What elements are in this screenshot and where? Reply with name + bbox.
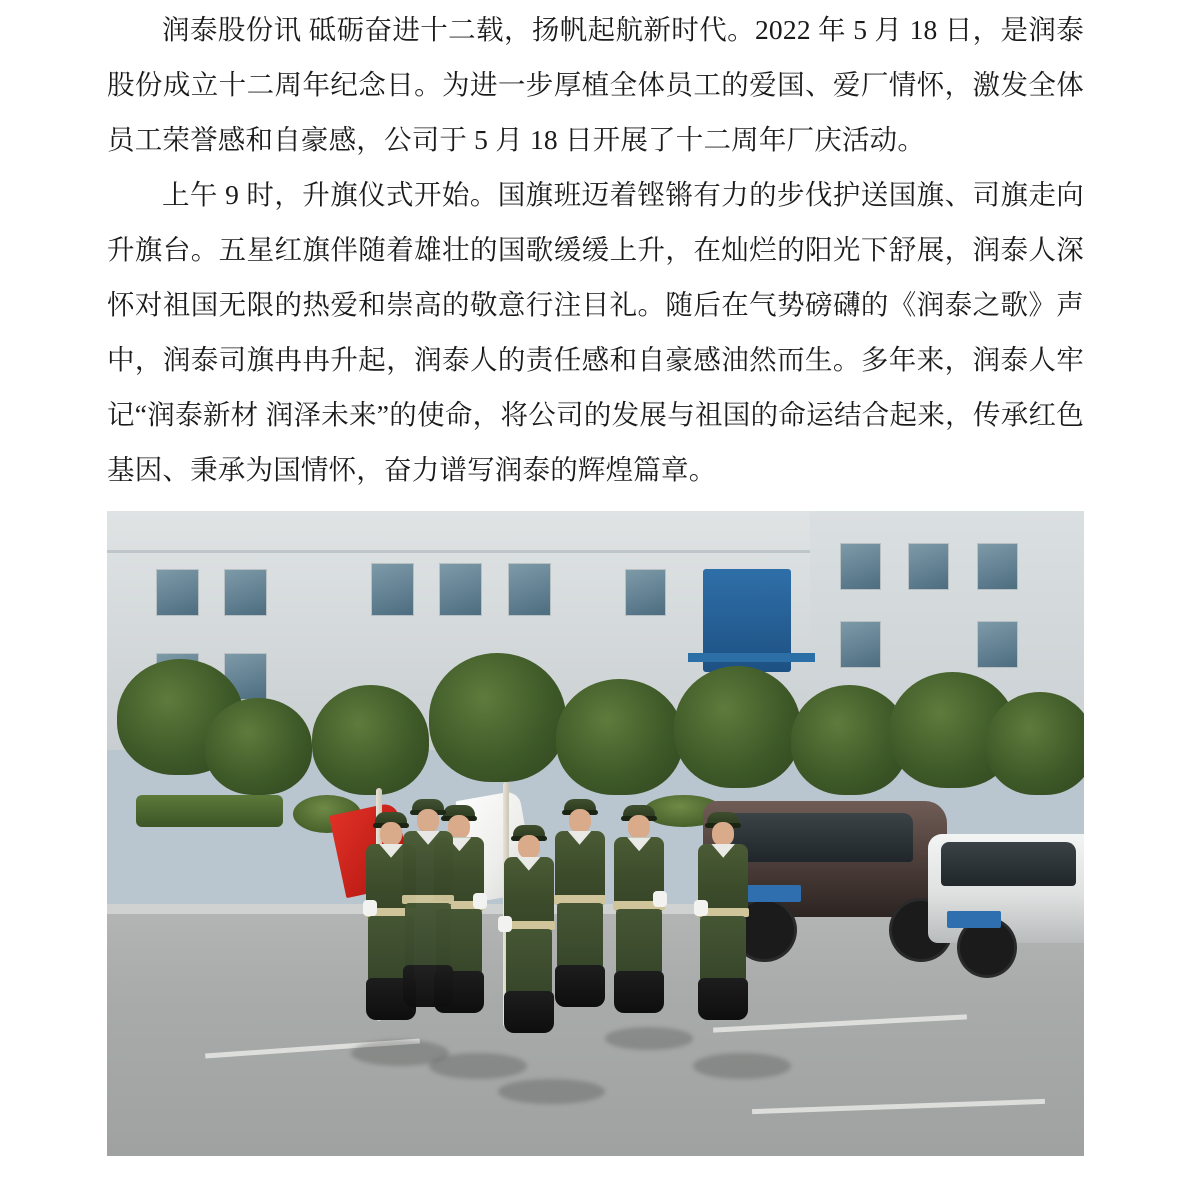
honor-guard-member: [400, 795, 456, 985]
paragraph-1: 润泰股份讯 砥砺奋进十二载，扬帆起航新时代。2022 年 5 月 18 日，是润泰股份成立十二周年纪念日。为进一步厚植全体员工的爱国、爱厂情怀，激发全体员工荣誉感和自豪感，公司于 5 月 18 日开展了十二周年厂庆活动。: [107, 14, 1084, 155]
tree: [429, 653, 566, 782]
honor-guard-member: [498, 821, 560, 1046]
photo-container: [0, 511, 1191, 1156]
window: [840, 621, 881, 668]
white-glove: [473, 893, 487, 909]
license-plate: [947, 911, 1001, 928]
hedge: [136, 795, 283, 827]
window: [439, 563, 482, 617]
window: [371, 563, 414, 617]
window: [908, 543, 949, 590]
window: [224, 569, 267, 616]
shadow: [429, 1053, 527, 1079]
car-window: [941, 842, 1076, 886]
window: [840, 543, 881, 590]
boots: [504, 991, 554, 1033]
shadow: [693, 1053, 791, 1079]
face: [518, 835, 540, 859]
boots: [403, 965, 453, 1007]
trousers: [557, 903, 603, 969]
face: [417, 809, 439, 833]
window: [977, 543, 1018, 590]
face: [628, 815, 650, 839]
face: [569, 809, 591, 833]
white-glove: [363, 900, 377, 916]
trousers: [616, 909, 662, 975]
window: [508, 563, 551, 617]
honor-guard-member: [693, 808, 753, 1023]
blue-pipe: [688, 653, 815, 662]
white-glove: [653, 891, 667, 907]
trousers: [506, 929, 552, 995]
honor-guard-member: [610, 801, 668, 1006]
tree: [674, 666, 801, 789]
window: [977, 621, 1018, 668]
honor-guard-member: [552, 795, 608, 990]
tree: [205, 698, 312, 795]
shadow: [605, 1027, 693, 1050]
trousers: [405, 903, 451, 969]
face: [712, 822, 734, 846]
paragraph-2: 上午 9 时，升旗仪式开始。国旗班迈着铿锵有力的步伐护送国旗、司旗走向升旗台。五星红旗伴随着雄壮的国歌缓缓上升，在灿烂的阳光下舒展，润泰人深怀对祖国无限的热爱和崇高的敬意行注目礼。随后在气势磅礴的《润泰之歌》声中，润泰司旗冉冉升起，润泰人的责任感和自豪感油然而生。多年来，润泰人牢记“润泰新材 润泽未来”的使命，将公司的发展与祖国的命运结合起来，传承红色基因、秉承为国情怀，奋力谱写润泰的辉煌篇章。: [107, 179, 1084, 485]
tree: [556, 679, 683, 795]
article-body: [0, 0, 1191, 497]
white-glove: [694, 900, 708, 916]
tree: [312, 685, 429, 795]
roof-line: [107, 550, 810, 553]
boots: [614, 971, 664, 1013]
window: [156, 569, 199, 616]
ceremony-photograph: [107, 511, 1084, 1156]
tree: [986, 692, 1084, 795]
license-plate: [747, 885, 801, 902]
face: [380, 822, 402, 846]
boots: [698, 978, 748, 1020]
trousers: [700, 916, 746, 982]
boots: [555, 965, 605, 1007]
white-glove: [498, 916, 512, 932]
window: [625, 569, 666, 616]
